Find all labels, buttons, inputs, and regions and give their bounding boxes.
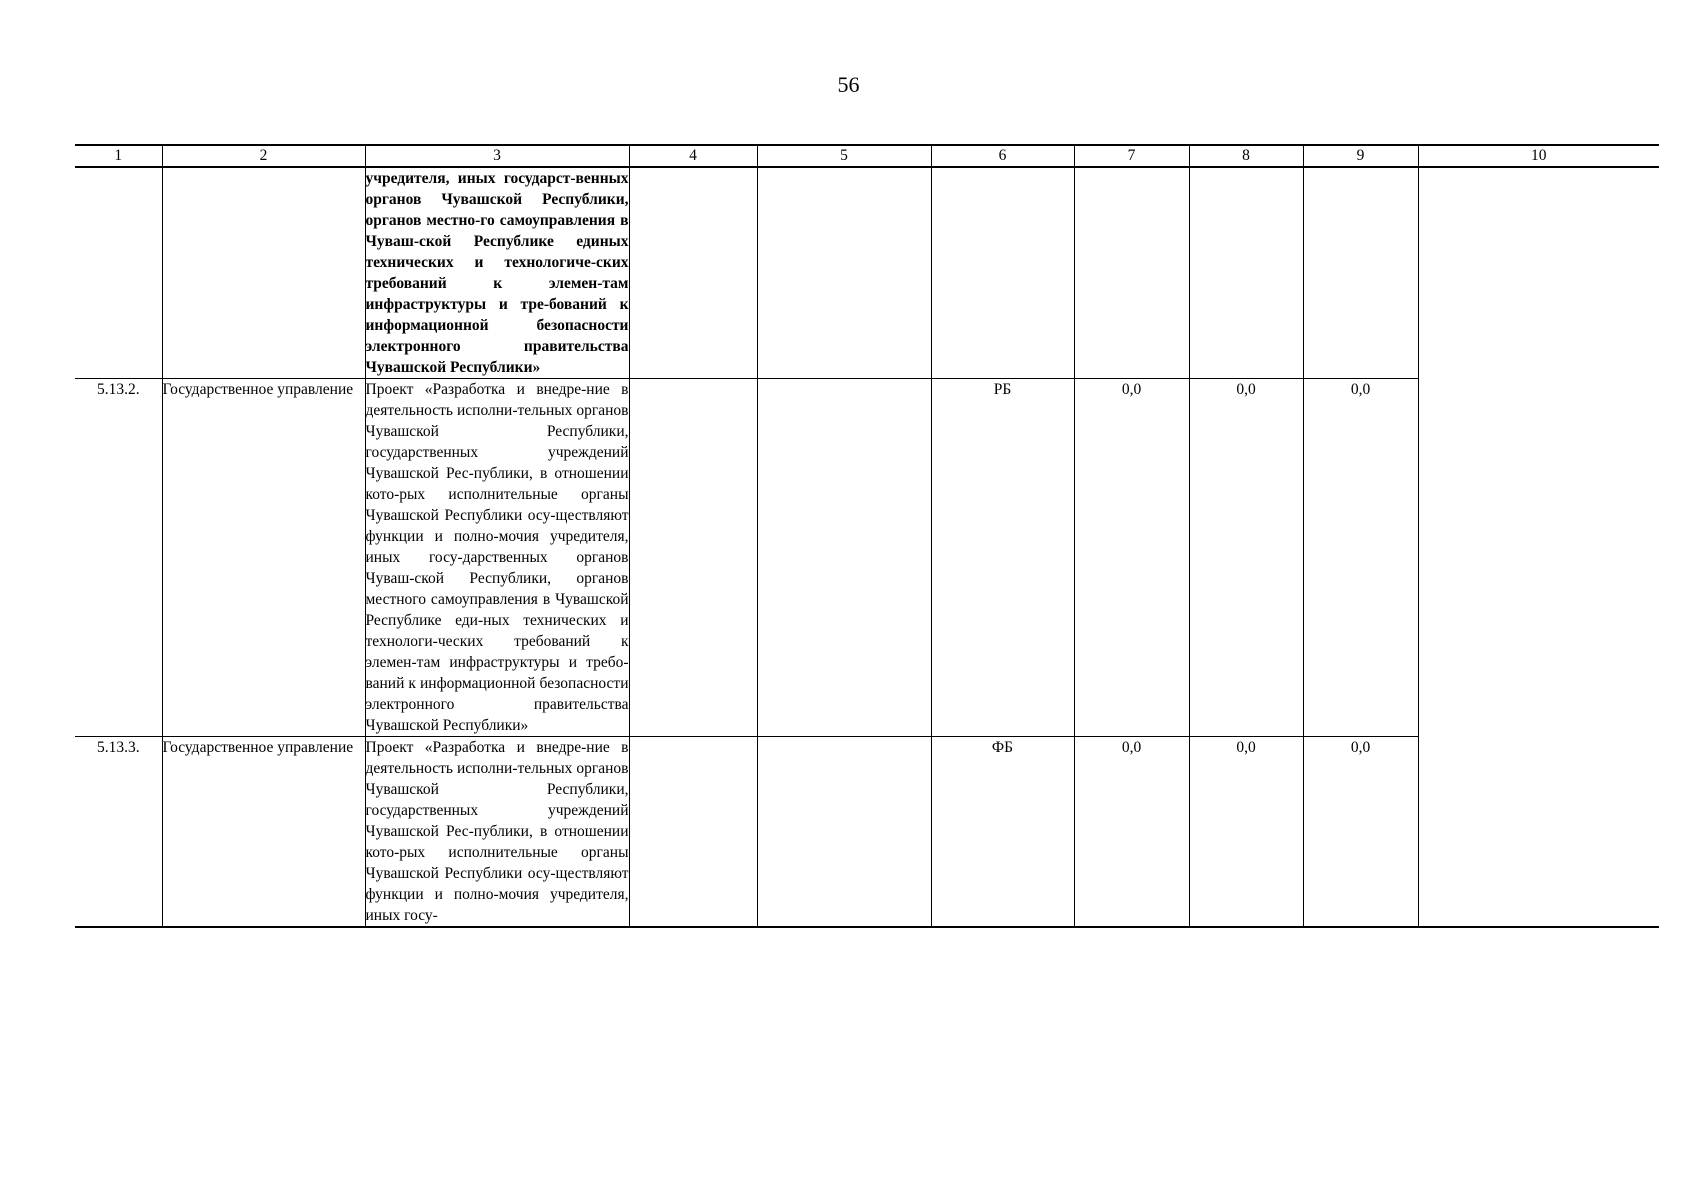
column-header-3: 3 bbox=[365, 145, 629, 167]
column-5-cell bbox=[757, 167, 931, 379]
project-description-cell: Проект «Разработка и внедре-ние в деятельность исполни-тельных органов Чувашской Республики, государственных учреждений Чувашской Рес-публики, в отношении кото-рых исполнительные органы Чувашской Республики осу-ществляют функции и полно-мочия учредителя, иных госу-дарственных органов Чуваш-ской Республики, органов местного самоуправления в Чувашской Республике еди-ных технических и технологи-ческих требований к элемен-там инфраструктуры и требо-ваний к информационной безопасности электронного правительства Чувашской Республики» bbox=[365, 379, 629, 737]
column-header-9: 9 bbox=[1303, 145, 1418, 167]
column-header-4: 4 bbox=[629, 145, 757, 167]
funding-source-cell bbox=[931, 167, 1074, 379]
value-col-8-cell bbox=[1189, 167, 1303, 379]
column-10-merged-cell bbox=[1418, 167, 1659, 927]
value-col-9-cell bbox=[1303, 167, 1418, 379]
row-number-cell: 5.13.2. bbox=[75, 379, 162, 737]
value-col-7-cell: 0,0 bbox=[1074, 737, 1189, 928]
value-col-8-cell: 0,0 bbox=[1189, 379, 1303, 737]
column-header-6: 6 bbox=[931, 145, 1074, 167]
funding-source-cell: ФБ bbox=[931, 737, 1074, 928]
column-4-cell bbox=[629, 167, 757, 379]
funding-source-cell: РБ bbox=[931, 379, 1074, 737]
sphere-cell: Государственное управление bbox=[162, 737, 365, 928]
row-number-cell bbox=[75, 167, 162, 379]
value-col-8-cell: 0,0 bbox=[1189, 737, 1303, 928]
sphere-cell: Государственное управление bbox=[162, 379, 365, 737]
value-col-7-cell bbox=[1074, 167, 1189, 379]
column-5-cell bbox=[757, 737, 931, 928]
table-row bbox=[75, 167, 1659, 379]
column-4-cell bbox=[629, 737, 757, 928]
column-5-cell bbox=[757, 379, 931, 737]
column-header-8: 8 bbox=[1189, 145, 1303, 167]
column-number-row bbox=[75, 145, 1659, 167]
page-number: 56 bbox=[837, 72, 860, 97]
column-header-7: 7 bbox=[1074, 145, 1189, 167]
sphere-cell bbox=[162, 167, 365, 379]
activities-table bbox=[75, 144, 1659, 928]
column-header-10: 10 bbox=[1418, 145, 1659, 167]
value-col-9-cell: 0,0 bbox=[1303, 737, 1418, 928]
column-header-2: 2 bbox=[162, 145, 365, 167]
project-description-cell: Проект «Разработка и внедре-ние в деятельность исполни-тельных органов Чувашской Республики, государственных учреждений Чувашской Рес-публики, в отношении кото-рых исполнительные органы Чувашской Республики осу-ществляют функции и полно-мочия учредителя, иных госу- bbox=[365, 737, 629, 928]
row-number-cell: 5.13.3. bbox=[75, 737, 162, 928]
column-4-cell bbox=[629, 379, 757, 737]
value-col-7-cell: 0,0 bbox=[1074, 379, 1189, 737]
column-header-1: 1 bbox=[75, 145, 162, 167]
project-description-cell: учредителя, иных государст-венных органов Чувашской Республики, органов местно-го самоуправления в Чуваш-ской Республике единых технических и технологиче-ских требований к элемен-там инфраструктуры и тре-бований к информационной безопасности электронного правительства Чувашской Республики» bbox=[365, 167, 629, 379]
column-header-5: 5 bbox=[757, 145, 931, 167]
value-col-9-cell: 0,0 bbox=[1303, 379, 1418, 737]
